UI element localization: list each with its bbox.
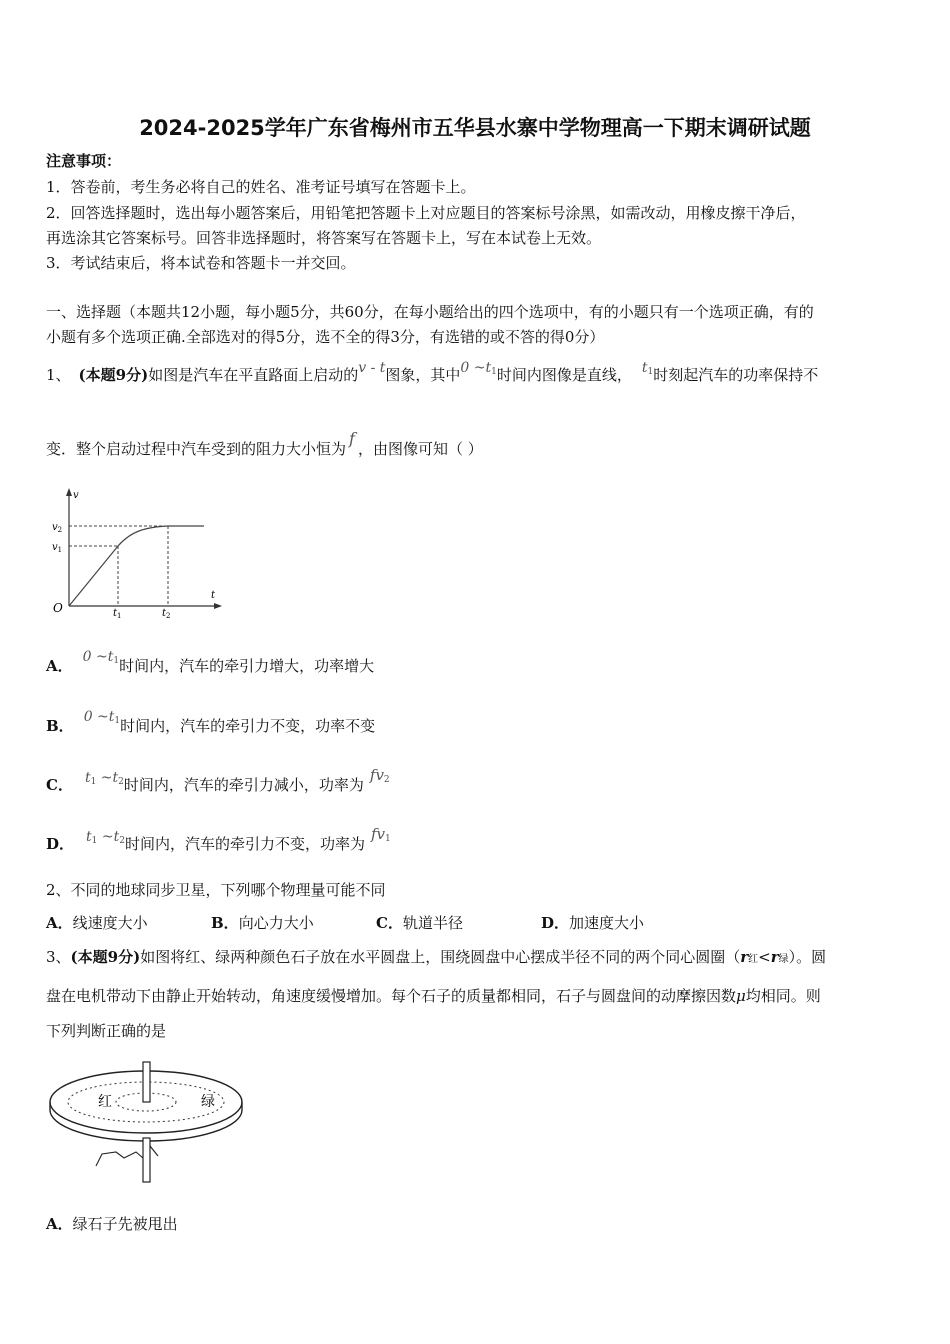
q1-stem-line1: [46, 360, 819, 390]
q1-text: ，由图像可知（ ）: [357, 440, 483, 458]
q3-r-symbol: r: [770, 948, 779, 966]
q3-r-symbol: r: [740, 948, 749, 966]
q1-range-sub: 1: [491, 367, 497, 377]
notice-heading: 注意事项：: [46, 152, 122, 170]
q1-f-math: f: [349, 429, 355, 448]
section-heading-cont: 小题有多个选项正确.全部选对的得5分，选不全的得3分，有选错的或不答的得0分）: [46, 328, 605, 346]
option-math-sub: 1: [91, 836, 98, 846]
notice-item: 3．考试结束后，将本试卷和答题卡一并交回。: [46, 254, 356, 272]
option-math2-sub: 2: [119, 836, 125, 846]
option-math-sub: 1: [113, 656, 120, 666]
motor-belt: [96, 1152, 143, 1166]
q3-lt: <: [758, 948, 771, 966]
q3-text: 如图将红、绿两种颜色石子放在水平圆盘上，围绕圆盘中心摆成半径不同的两个同心圆圈（: [140, 948, 741, 966]
v1-label: $v_1$: [52, 542, 63, 554]
x-axis-label: t: [211, 590, 216, 601]
y-axis-arrow: [66, 488, 72, 496]
option-letter: C．: [46, 776, 73, 794]
q3-red-sub: 红: [748, 954, 759, 965]
option-letter: A．: [46, 657, 73, 675]
t1-label: $t_1$: [113, 608, 122, 620]
q2-stem: 2、不同的地球同步卫星，下列哪个物理量可能不同: [46, 881, 386, 899]
q3-mu-symbol: μ: [736, 987, 746, 1005]
q1-text: 时间内图像是直线，: [496, 366, 632, 384]
notice-item: 再选涂其它答案标号。回答非选择题时，将答案写在答题卡上，写在本试卷上无效。: [46, 229, 602, 247]
v2-label: $v_2$: [52, 522, 63, 534]
option-tail-sub: 2: [383, 775, 390, 785]
q2-option-a[interactable]: A．线速度大小: [46, 914, 148, 932]
q1-text: 图象，其中: [385, 366, 461, 384]
q3-turntable-figure: [46, 1058, 250, 1186]
q1-vt-graph: [46, 484, 226, 620]
option-text: 时间内，汽车的牵引力减小，功率为: [123, 776, 364, 794]
q1-t1-sub: 1: [647, 367, 654, 377]
q2-option-b[interactable]: B．向心力大小: [211, 914, 314, 932]
page-title: 2024-2025学年广东省梅州市五华县水寨中学物理高一下期末调研试题: [139, 116, 811, 140]
red-stone-label: 红: [98, 1094, 112, 1110]
option-text: 时间内，汽车的牵引力不变，功率为: [124, 835, 365, 853]
q1-number: 1、: [46, 366, 71, 384]
shaft-handle: [150, 1146, 158, 1156]
option-letter: A．: [46, 1215, 73, 1233]
option-text: 绿石子先被甩出: [72, 1215, 178, 1233]
option-math-sub: 1: [114, 716, 121, 726]
shaft-top: [143, 1062, 150, 1102]
option-math2: ~t: [96, 770, 119, 786]
option-text: 时间内，汽车的牵引力不变，功率不变: [120, 717, 376, 735]
q1-stem-line2: [46, 429, 483, 459]
option-tail-math: fv: [369, 766, 384, 784]
q1-option-a[interactable]: [46, 649, 375, 681]
notice-item: 2．回答选择题时，选出每小题答案后，用铅笔把答题卡上对应题目的答案标号涂黑，如需改动，用橡皮擦干净后，: [46, 204, 806, 222]
q3-stem-line2: [46, 986, 821, 1006]
vt-curve: [69, 526, 204, 606]
q3-option-a[interactable]: [46, 1214, 178, 1234]
shaft-bottom: [143, 1138, 150, 1182]
q3-number: 3、: [46, 948, 71, 966]
q2-option-d[interactable]: D．加速度大小: [541, 914, 645, 932]
notice-item: 1．答卷前，考生务必将自己的姓名、准考证号填写在答题卡上。: [46, 178, 476, 196]
option-math: t: [84, 770, 91, 786]
q1-text: 时刻起汽车的功率保持不: [653, 366, 819, 384]
y-axis-label: v: [73, 490, 79, 501]
q3-score: (本题9分): [70, 948, 141, 966]
q3-text: ）。圆: [788, 948, 827, 966]
q3-green-sub: 绿: [778, 954, 789, 965]
q3-stem-line1: [46, 947, 826, 970]
origin-label: O: [53, 601, 63, 615]
t2-label: $t_2$: [162, 608, 171, 620]
q1-text: 如图是汽车在平直路面上启动的: [148, 366, 359, 384]
q3-stem-line3: 下列判断正确的是: [46, 1022, 167, 1040]
option-letter: D．: [46, 835, 75, 853]
option-tail-sub: 1: [384, 834, 391, 844]
option-tail-math: fv: [370, 825, 385, 843]
option-math-sub: 1: [90, 777, 97, 787]
q3-text: 均相同。则: [745, 987, 821, 1005]
option-letter: B．: [46, 717, 74, 735]
option-math: t: [86, 829, 92, 845]
x-axis-arrow: [214, 603, 222, 609]
q1-option-c[interactable]: [46, 766, 390, 800]
option-math: 0 ~t: [82, 649, 114, 665]
q1-option-d[interactable]: [46, 825, 391, 859]
q1-vt-math: v - t: [358, 360, 386, 376]
q1-range-math: 0 ~t: [460, 360, 492, 376]
q1-text: 变．整个启动过程中汽车受到的阻力大小恒为: [46, 440, 347, 458]
q1-option-b[interactable]: [46, 709, 376, 741]
q1-score: (本题9分): [78, 366, 149, 384]
option-text: 时间内，汽车的牵引力增大，功率增大: [119, 657, 375, 675]
option-math2: ~t: [97, 829, 120, 845]
green-stone-label: 绿: [201, 1094, 215, 1110]
q1-t1-math: t: [641, 360, 648, 376]
option-math2-sub: 2: [118, 777, 124, 787]
option-math: 0 ~t: [83, 709, 115, 725]
q2-option-c[interactable]: C．轨道半径: [376, 914, 463, 932]
section-heading: 一、选择题（本题共12小题，每小题5分，共60分，在每小题给出的四个选项中，有的小题只有一个选项正确，有的: [46, 303, 814, 321]
q3-text: 盘在电机带动下由静止开始转动，角速度缓慢增加。每个石子的质量都相同，石子与圆盘间的动摩擦因数: [46, 987, 737, 1005]
